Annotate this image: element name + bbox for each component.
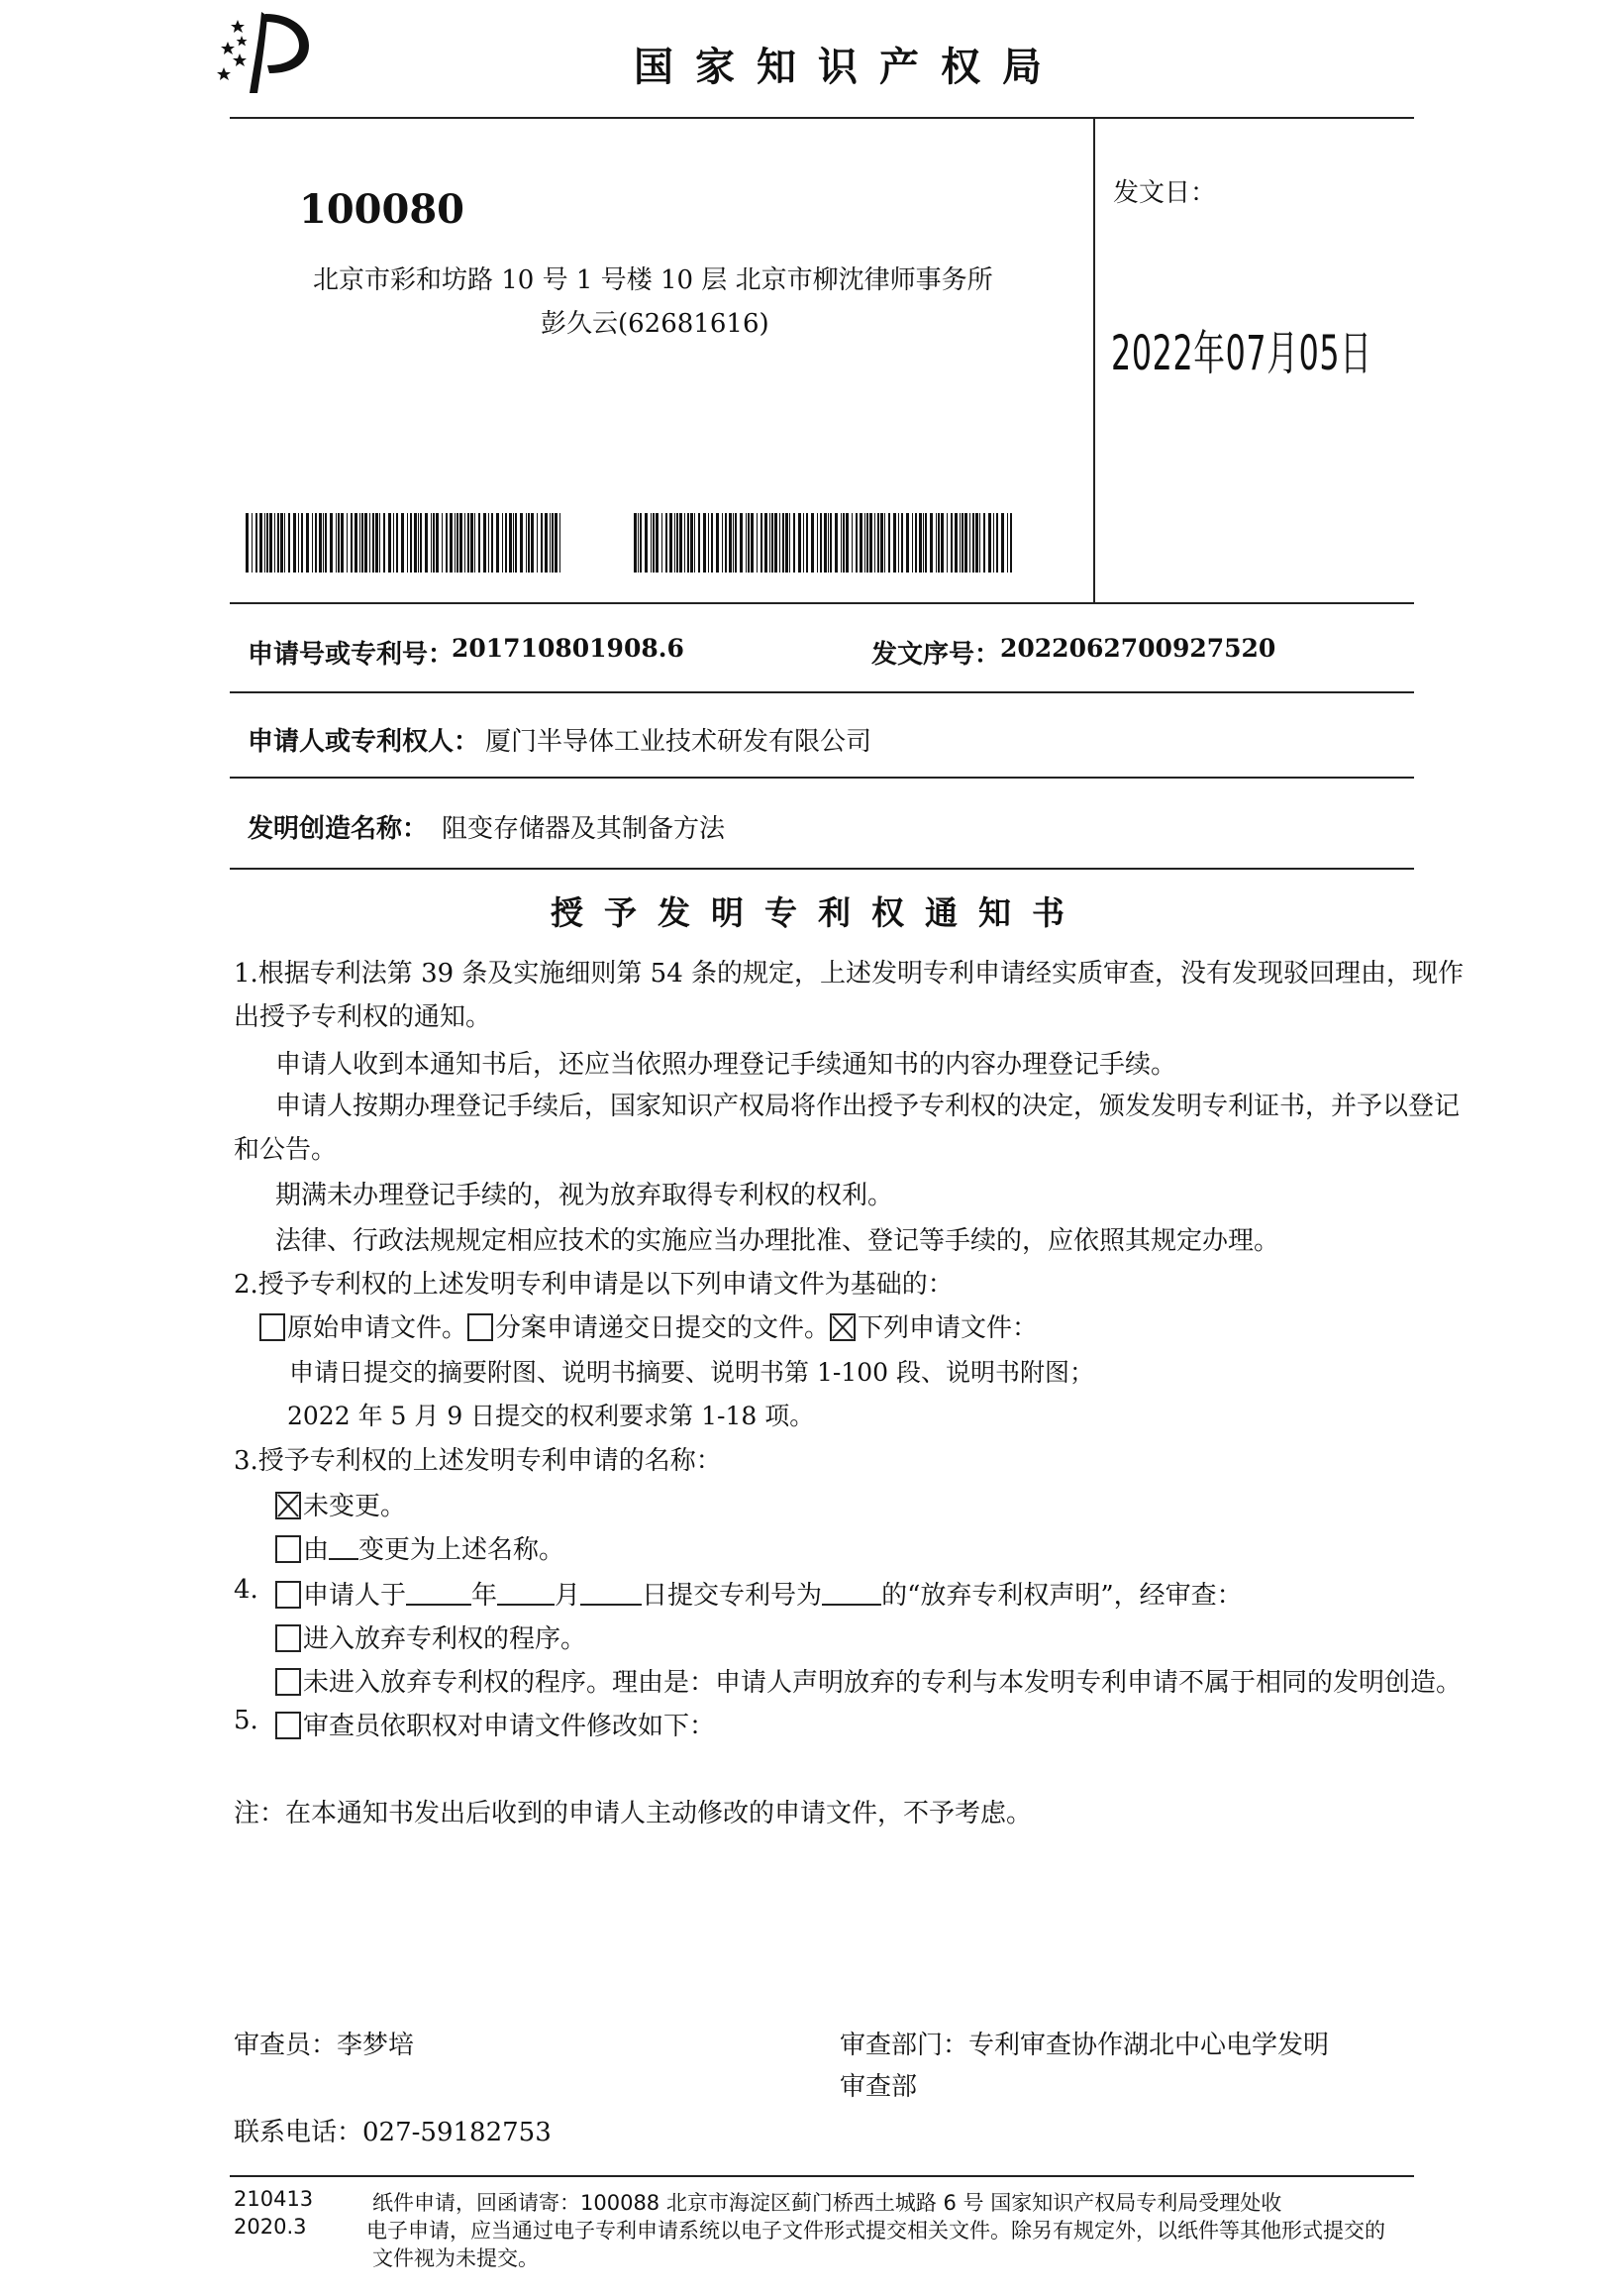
- barcode-bar: [811, 513, 814, 573]
- barcode-bar: [266, 513, 268, 573]
- application-number-label: 申请号或专利号：: [248, 640, 455, 670]
- barcode-bar: [442, 513, 443, 573]
- paragraph-5-number: 5.: [234, 1706, 258, 1735]
- waiver-year: 年: [471, 1581, 498, 1611]
- barcode-bar: [355, 513, 357, 573]
- issue-date-value: 2022年07月05日: [1111, 326, 1372, 381]
- waiver-month: 月: [555, 1581, 581, 1611]
- barcode-bar: [640, 513, 642, 573]
- footer-paper-filing: 纸件申请，回函请寄：100088 北京市海淀区蓟门桥西土城路 6 号 国家知识产权局专利局受理处收: [372, 2191, 1282, 2215]
- barcode-bar: [653, 513, 655, 573]
- barcode-bar: [319, 513, 322, 573]
- barcode-bar: [789, 513, 790, 573]
- barcode-bar: [803, 513, 804, 573]
- note: 注：在本通知书发出后收到的申请人主动修改的申请文件，不予考虑。: [234, 1799, 1033, 1828]
- waiver-not-entered-row: [275, 1662, 1462, 1699]
- barcode-bar: [687, 513, 689, 573]
- barcode-bar: [550, 513, 551, 573]
- barcode-bar: [464, 513, 465, 573]
- barcode-bar: [531, 513, 534, 573]
- barcode-bar: [474, 513, 475, 573]
- barcode-bar: [315, 513, 317, 573]
- barcode-bar: [509, 513, 512, 573]
- barcode-bar: [259, 513, 262, 573]
- paragraph-1c: 期满未办理登记手续的，视为放弃取得专利权的权利。: [275, 1181, 894, 1210]
- barcode-bar: [312, 513, 313, 573]
- barcode-bar: [364, 513, 367, 573]
- barcode-bar: [298, 513, 299, 573]
- barcode-bar: [711, 513, 713, 573]
- barcode-bar: [407, 513, 408, 573]
- barcode-bar: [684, 513, 685, 573]
- barcode-bar: [820, 513, 822, 573]
- barcode-bar: [264, 513, 265, 573]
- barcode-bar: [375, 513, 378, 573]
- barcode-bar: [725, 513, 727, 573]
- barcode-bar: [526, 513, 527, 573]
- option-listed-docs: 下列申请文件：: [858, 1313, 1039, 1343]
- barcode-bar: [764, 513, 767, 573]
- barcode-bar: [748, 513, 750, 573]
- postcode: 100080: [299, 186, 464, 233]
- notice-title: 授予发明专利权通知书: [551, 893, 1085, 932]
- waiver-text-c: 的“放弃专利权声明”，经审查：: [881, 1581, 1243, 1611]
- barcode-bar: [401, 513, 404, 573]
- barcode-bar: [798, 513, 801, 573]
- checkbox-waiver-not-entered[interactable]: [275, 1668, 301, 1696]
- barcode-bar: [467, 513, 469, 573]
- barcode-bar: [520, 513, 523, 573]
- barcode-bar: [420, 513, 422, 573]
- barcode-bar: [893, 513, 896, 573]
- listed-doc-1: 申请日提交的摘要附图、说明书摘要、说明书第 1-100 段、说明书附图；: [289, 1358, 1094, 1387]
- barcode-bar: [864, 513, 865, 573]
- option-title-changed-b: 变更为上述名称。: [358, 1535, 565, 1565]
- blank-year[interactable]: [406, 1580, 471, 1606]
- barcode-bar: [541, 513, 543, 573]
- issue-date-label: 发文日：: [1113, 178, 1217, 208]
- barcode-bar: [703, 513, 706, 573]
- barcode-bar: [552, 513, 554, 573]
- barcode-bar: [478, 513, 480, 573]
- barcode-bar: [955, 513, 958, 573]
- barcode-bar: [288, 513, 290, 573]
- barcode-bar: [638, 513, 639, 573]
- department-line-1: 审查部门：专利审查协作湖北中心电学发明: [840, 2031, 1330, 2060]
- barcode-bar: [698, 513, 700, 573]
- barcode-bar: [418, 513, 419, 573]
- checkbox-waiver-entered[interactable]: [275, 1624, 301, 1652]
- barcode-bar: [975, 513, 978, 573]
- barcode-bar: [843, 513, 845, 573]
- barcode-bar: [830, 513, 832, 573]
- barcode-bar: [979, 513, 980, 573]
- barcode-bar: [634, 513, 637, 573]
- barcode-bar: [729, 513, 732, 573]
- barcode-bar: [901, 513, 903, 573]
- option-waiver-entered: 进入放弃专利权的程序。: [303, 1624, 587, 1654]
- blank-month[interactable]: [497, 1580, 555, 1606]
- barcode-bar: [436, 513, 439, 573]
- barcode-bar: [824, 513, 827, 573]
- barcode-bar: [433, 513, 435, 573]
- barcode-bar: [915, 513, 917, 573]
- barcode-bar: [1007, 513, 1008, 573]
- barcode-bar: [676, 513, 678, 573]
- barcode-bar: [746, 513, 747, 573]
- barcode-bar: [414, 513, 417, 573]
- barcode-bar: [246, 513, 249, 573]
- paragraph-1d: 法律、行政法规规定相应技术的实施应当办理批准、登记等手续的，应依照其规定办理。: [275, 1226, 1280, 1256]
- form-code: 210413: [234, 2187, 314, 2211]
- applicant-label: 申请人或专利权人：: [248, 727, 480, 757]
- barcode-bar: [947, 513, 948, 573]
- option-title-unchanged: 未变更。: [303, 1492, 407, 1521]
- barcode-bar: [252, 513, 253, 573]
- barcode-bar: [515, 513, 517, 573]
- option-title-changed-a: 由: [303, 1535, 330, 1565]
- barcode-bar: [351, 513, 353, 573]
- barcode-bar: [491, 513, 493, 573]
- barcode-bar: [751, 513, 754, 573]
- barcode-bar: [969, 513, 970, 573]
- barcode-bar: [828, 513, 829, 573]
- barcode-bar: [555, 513, 558, 573]
- barcode-bar: [912, 513, 913, 573]
- barcode-bar: [645, 513, 648, 573]
- barcode-bar: [456, 513, 458, 573]
- barcode-bar: [280, 513, 283, 573]
- barcode-bar: [841, 513, 842, 573]
- barcode-bar: [338, 513, 340, 573]
- option-examiner-amendment: 审查员依职权对申请文件修改如下：: [303, 1712, 716, 1741]
- barcode-bar: [757, 513, 758, 573]
- paragraph-1b-cont: 和公告。: [234, 1135, 338, 1165]
- barcode-bar: [301, 513, 303, 573]
- barcode-bar: [330, 513, 333, 573]
- barcode-bar: [941, 513, 944, 573]
- barcode-bar: [425, 513, 428, 573]
- applicant-name: 厦门半导体工业技术研发有限公司: [485, 727, 872, 757]
- barcode-bar: [410, 513, 412, 573]
- barcode-bar: [936, 513, 937, 573]
- serial-number: 2022062700927520: [1000, 634, 1276, 663]
- option-original-docs: 原始申请文件。: [287, 1313, 468, 1343]
- paragraph-1-cont: 出授予专利权的通知。: [234, 1002, 492, 1032]
- barcode-bar: [930, 513, 933, 573]
- barcode-bar: [951, 513, 953, 573]
- barcode-bar: [877, 513, 879, 573]
- barcode-bar: [459, 513, 462, 573]
- barcode-bar: [669, 513, 672, 573]
- invention-title-label: 发明创造名称：: [248, 814, 429, 844]
- barcode-bar: [488, 513, 489, 573]
- barcode-bar: [513, 513, 514, 573]
- barcode-bar: [284, 513, 285, 573]
- barcode-bar: [735, 513, 737, 573]
- barcode-bar: [923, 513, 924, 573]
- waiver-text-b: 日提交专利号为: [642, 1581, 823, 1611]
- checkbox-title-changed[interactable]: [275, 1535, 301, 1563]
- blank-patent-no[interactable]: [822, 1580, 881, 1606]
- barcode-bar: [860, 513, 862, 573]
- contact-phone: 联系电话：027-59182753: [234, 2118, 552, 2147]
- box-bottom-rule: [230, 602, 1414, 604]
- recipient-contact: 彭久云(62681616): [541, 309, 769, 339]
- barcode-bar: [393, 513, 394, 573]
- barcode-bar: [888, 513, 890, 573]
- barcode-bar: [470, 513, 473, 573]
- barcode-bar: [779, 513, 780, 573]
- barcode-bar: [361, 513, 363, 573]
- barcode-bar: [740, 513, 743, 573]
- checkbox-examiner-amendment[interactable]: [275, 1712, 301, 1739]
- department-line-2: 审查部: [840, 2072, 918, 2102]
- barcode-bar: [679, 513, 682, 573]
- barcode-bar: [972, 513, 974, 573]
- barcode-bar: [898, 513, 899, 573]
- barcode-bar: [347, 513, 348, 573]
- barcode-bar: [656, 513, 659, 573]
- checkbox-original-docs[interactable]: [259, 1313, 285, 1341]
- barcode-bar: [856, 513, 858, 573]
- barcode-bar: [694, 513, 695, 573]
- waiver-row: [275, 1575, 1243, 1612]
- barcode-bar: [988, 513, 991, 573]
- barcode-bar: [793, 513, 795, 573]
- paragraph-2: 2.授予专利权的上述发明专利申请是以下列申请文件为基础的：: [234, 1270, 954, 1300]
- barcode-bar: [336, 513, 337, 573]
- barcode-bar: [379, 513, 380, 573]
- barcode-bar: [372, 513, 374, 573]
- barcode-bar: [483, 513, 486, 573]
- footer-electronic-filing-cont: 文件视为未提交。: [372, 2246, 539, 2270]
- title-unchanged-row: [275, 1486, 406, 1522]
- barcode-bar: [545, 513, 548, 573]
- barcode-bar: [938, 513, 940, 573]
- barcode-bar: [1010, 513, 1012, 573]
- barcode-bar: [293, 513, 296, 573]
- barcode-bar: [817, 513, 818, 573]
- barcode-bar: [846, 513, 849, 573]
- examiner-name: 审查员：李梦培: [234, 2031, 415, 2060]
- barcode-bar: [852, 513, 853, 573]
- barcode-bar: [925, 513, 927, 573]
- waiver-entered-row: [275, 1618, 586, 1655]
- barcode-bar: [835, 513, 838, 573]
- org-name: 国家知识产权局: [634, 45, 1064, 90]
- barcode-bar: [708, 513, 709, 573]
- barcode-bar: [960, 513, 961, 573]
- barcode-bar: [722, 513, 723, 573]
- application-number: 201710801908.6: [452, 634, 684, 663]
- barcode-bar: [674, 513, 675, 573]
- serial-number-label: 发文序号：: [871, 640, 1001, 670]
- barcode-bar: [496, 513, 499, 573]
- barcode-bar: [806, 513, 808, 573]
- title-changed-row: [275, 1529, 564, 1566]
- barcode-bar: [769, 513, 770, 573]
- barcode-bar: [690, 513, 693, 573]
- date-column-divider: [1093, 117, 1095, 602]
- cnipa-logo-icon: [210, 8, 321, 97]
- row-rule: [230, 868, 1414, 870]
- row-rule: [230, 691, 1414, 693]
- barcode-bar: [661, 513, 662, 573]
- recipient-address: 北京市彩和坊路 10 号 1 号楼 10 层 北京市柳沈律师事务所: [313, 265, 993, 295]
- barcode-bar: [996, 513, 998, 573]
- barcode-bar: [269, 513, 272, 573]
- barcode-bar: [396, 513, 398, 573]
- barcode-bar: [388, 513, 391, 573]
- footer-rule: [230, 2175, 1414, 2177]
- barcode-bar: [919, 513, 922, 573]
- barcode-bar: [455, 513, 456, 573]
- barcode-bar: [528, 513, 530, 573]
- barcode-bar: [785, 513, 788, 573]
- barcode-bar: [505, 513, 507, 573]
- checkbox-divisional-docs[interactable]: [467, 1313, 493, 1341]
- listed-doc-2: 2022 年 5 月 9 日提交的权利要求第 1-18 项。: [287, 1402, 815, 1430]
- paragraph-3: 3.授予专利权的上述发明专利申请的名称：: [234, 1446, 722, 1476]
- barcode-bar: [274, 513, 275, 573]
- barcode-bar: [983, 513, 985, 573]
- barcode-bar: [733, 513, 734, 573]
- barcode-bar: [962, 513, 963, 573]
- paragraph-4-number: 4.: [234, 1575, 258, 1605]
- barcode-bar: [306, 513, 309, 573]
- barcode-bar: [325, 513, 327, 573]
- checkbox-waiver-declared[interactable]: [275, 1581, 301, 1609]
- barcode-bar: [782, 513, 784, 573]
- barcode-bar: [537, 513, 538, 573]
- paragraph-1: 1.根据专利法第 39 条及实施细则第 54 条的规定，上述发明专利申请经实质审查，没有发现驳回理由，现作: [234, 959, 1465, 989]
- barcode-bar: [450, 513, 453, 573]
- barcode-bar: [774, 513, 777, 573]
- row-rule: [230, 777, 1414, 779]
- barcode-bar: [665, 513, 667, 573]
- barcode-bar: [383, 513, 385, 573]
- barcode-bar: [431, 513, 432, 573]
- barcode-bar: [446, 513, 448, 573]
- barcode-bar: [341, 513, 344, 573]
- barcode-bar: [964, 513, 967, 573]
- barcode-bar: [874, 513, 875, 573]
- examiner-amendment-row: [275, 1706, 715, 1742]
- barcode-bar: [869, 513, 872, 573]
- barcode-bar: [716, 513, 719, 573]
- form-version: 2020.3: [234, 2215, 307, 2239]
- barcode-icon: [634, 513, 1018, 573]
- barcode-bar: [880, 513, 883, 573]
- barcode-bar: [1001, 513, 1004, 573]
- barcode-bar: [559, 513, 560, 573]
- waiver-text-a: 申请人于: [303, 1581, 407, 1611]
- option-divisional-docs: 分案申请递交日提交的文件。: [495, 1313, 831, 1343]
- footer-electronic-filing: 电子申请，应当通过电子专利申请系统以电子文件形式提交相关文件。除另有规定外，以纸件等其他形式提交的: [366, 2219, 1385, 2243]
- checkbox-title-unchanged[interactable]: [275, 1492, 301, 1519]
- paragraph-1b: 申请人按期办理登记手续后，国家知识产权局将作出授予专利权的决定，颁发发明专利证书，并予以登记: [275, 1092, 1461, 1121]
- barcode-bar: [255, 513, 257, 573]
- invention-title: 阻变存储器及其制备方法: [442, 814, 726, 844]
- barcode-bar: [906, 513, 909, 573]
- barcode-bar: [502, 513, 503, 573]
- barcode-bar: [277, 513, 279, 573]
- barcode-bar: [771, 513, 773, 573]
- barcode-bar: [760, 513, 762, 573]
- header-rule: [230, 117, 1414, 119]
- blank-field[interactable]: [329, 1534, 358, 1560]
- basis-options: [259, 1307, 1038, 1344]
- barcode-bar: [651, 513, 652, 573]
- paragraph-1a: 申请人收到本通知书后，还应当依照办理登记手续通知书的内容办理登记手续。: [275, 1050, 1177, 1080]
- checkbox-listed-docs[interactable]: [830, 1313, 856, 1341]
- barcode-bar: [359, 513, 360, 573]
- barcode-icon: [246, 513, 564, 573]
- barcode-bar: [369, 513, 370, 573]
- barcode-bar: [323, 513, 324, 573]
- barcode-bar: [993, 513, 994, 573]
- barcode-bar: [884, 513, 885, 573]
- barcode-bar: [866, 513, 868, 573]
- option-waiver-not-entered: 未进入放弃专利权的程序。理由是：申请人声明放弃的专利与本发明专利申请不属于相同的发明创造。: [303, 1668, 1463, 1698]
- blank-day[interactable]: [580, 1580, 642, 1606]
